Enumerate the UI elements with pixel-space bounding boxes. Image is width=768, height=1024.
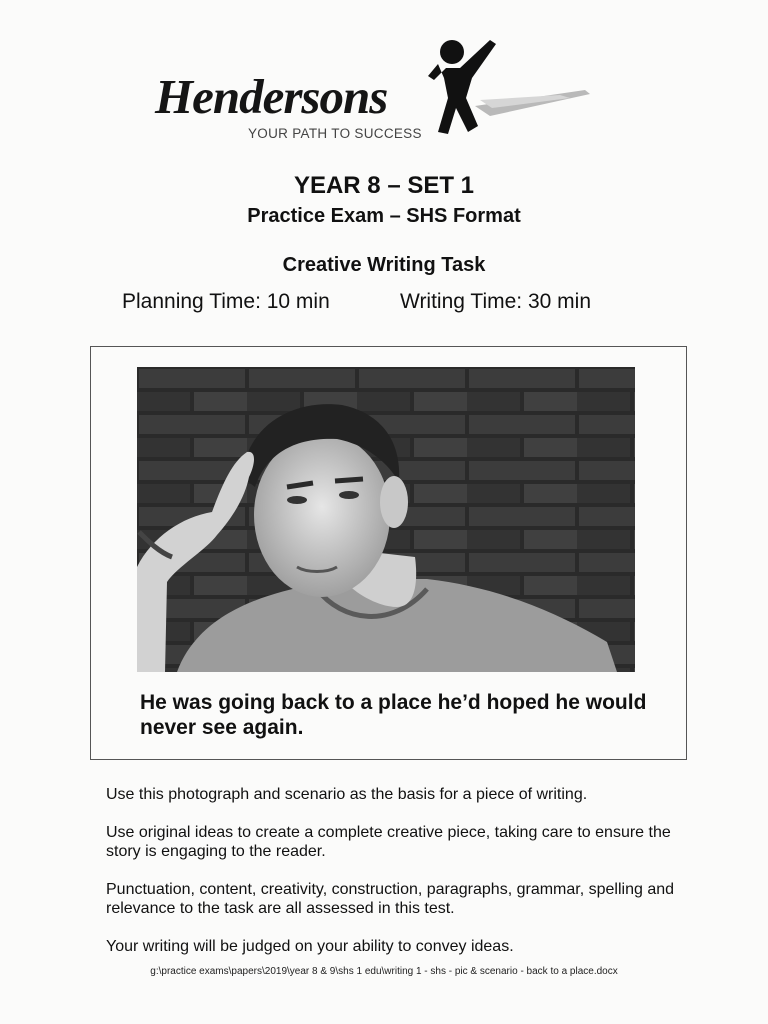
scenario-prompt: He was going back to a place he’d hoped he would never see again.	[140, 691, 647, 739]
year-set-heading: YEAR 8 – SET 1	[293, 172, 475, 199]
instruction-paragraph: Punctuation, content, creativity, construction, paragraphs, grammar, spelling and relevance to the task are all assessed in this test.	[106, 881, 675, 917]
task-heading: Creative Writing Task	[282, 254, 486, 276]
planning-time: Planning Time: 10 min	[122, 290, 330, 313]
hendersons-logo	[150, 38, 590, 148]
instruction-paragraph: Your writing will be judged on your ability to convey ideas.	[106, 938, 514, 955]
exam-format-heading: Practice Exam – SHS Format	[247, 205, 521, 227]
logo-tagline: YOUR PATH TO SUCCESS	[248, 126, 422, 141]
writing-time: Writing Time: 30 min	[400, 290, 591, 313]
leaping-figure-icon	[420, 38, 590, 143]
footer-file-path: g:\practice exams\papers\2019\year 8 & 9\shs 1 edu\writing 1 - shs - pic & scenario - back to a place.docx	[150, 966, 618, 977]
instruction-paragraph: Use original ideas to create a complete creative piece, taking care to ensure the story is engaging to the reader.	[106, 824, 671, 860]
instruction-paragraph: Use this photograph and scenario as the basis for a piece of writing.	[106, 786, 588, 803]
logo-brand-name: Hendersons	[155, 69, 388, 124]
stimulus-photograph	[137, 367, 635, 672]
